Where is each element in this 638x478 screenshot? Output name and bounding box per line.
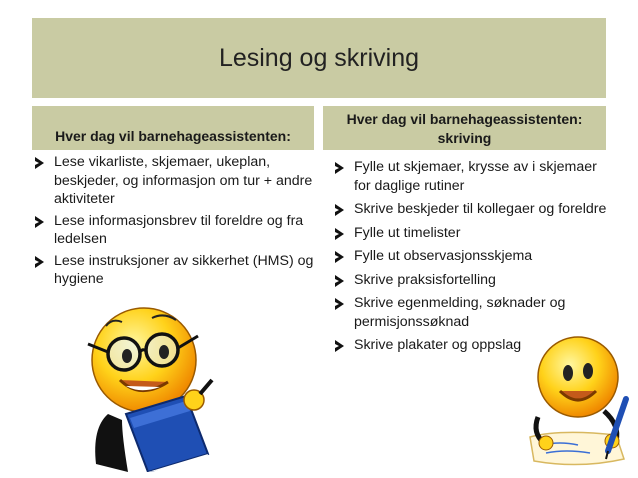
arrow-bullet-icon: [335, 204, 344, 216]
list-item-text: Lese instruksjoner av sikkerhet (HMS) og hygiene: [54, 252, 314, 287]
list-item-text: Skrive beskjeder til kollegaer og foreldre: [354, 201, 607, 217]
list-item: [334, 200, 614, 219]
right-heading-line1: Hver dag vil barnehageassistenten:: [346, 111, 583, 127]
list-item-text: Fylle ut observasjonsskjema: [354, 248, 533, 264]
list-item: [34, 153, 314, 209]
list-item: [334, 271, 614, 290]
smiley-writing-icon: [520, 333, 630, 473]
arrow-bullet-icon: [335, 162, 344, 174]
list-item-text: Skrive plakater og oppslag: [354, 337, 522, 353]
left-bullet-list: [34, 153, 314, 292]
list-item-text: Skrive praksisfortelling: [354, 271, 496, 288]
arrow-bullet-icon: [35, 157, 44, 169]
list-item-text: Skrive egenmelding, søknader og permisjonssøknad: [354, 295, 566, 330]
list-item: [34, 252, 314, 289]
arrow-bullet-icon: [335, 228, 344, 240]
arrow-bullet-icon: [335, 275, 344, 287]
slide-title: Lesing og skriving: [218, 43, 420, 72]
title-bar: [32, 18, 606, 98]
right-column-heading: [323, 106, 606, 150]
list-item-text: Lese informasjonsbrev til foreldre og fra ledelsen: [54, 212, 304, 247]
list-item: [334, 158, 614, 195]
list-item: [334, 247, 614, 266]
list-item: [34, 212, 314, 249]
right-heading-line2: skriving: [437, 130, 492, 146]
left-heading-text: Hver dag vil barnehageassistenten:: [55, 128, 291, 144]
list-item-text: Fylle ut timelister: [354, 224, 461, 241]
arrow-bullet-icon: [335, 298, 344, 310]
arrow-bullet-icon: [35, 216, 44, 228]
list-item-text: Lese vikarliste, skjemaer, ukeplan, beskjeder, og informasjon om tur + andre aktiviteter: [54, 154, 313, 207]
list-item: [334, 294, 614, 331]
right-bullet-list: [334, 158, 614, 360]
arrow-bullet-icon: [335, 340, 344, 352]
smiley-reading-icon: [82, 296, 232, 472]
arrow-bullet-icon: [335, 251, 344, 263]
list-item-text: Fylle ut skjemaer, krysse av i skjemaer for daglige rutiner: [354, 159, 597, 194]
list-item: [334, 224, 614, 243]
left-column-heading: [32, 106, 314, 150]
arrow-bullet-icon: [35, 256, 44, 268]
